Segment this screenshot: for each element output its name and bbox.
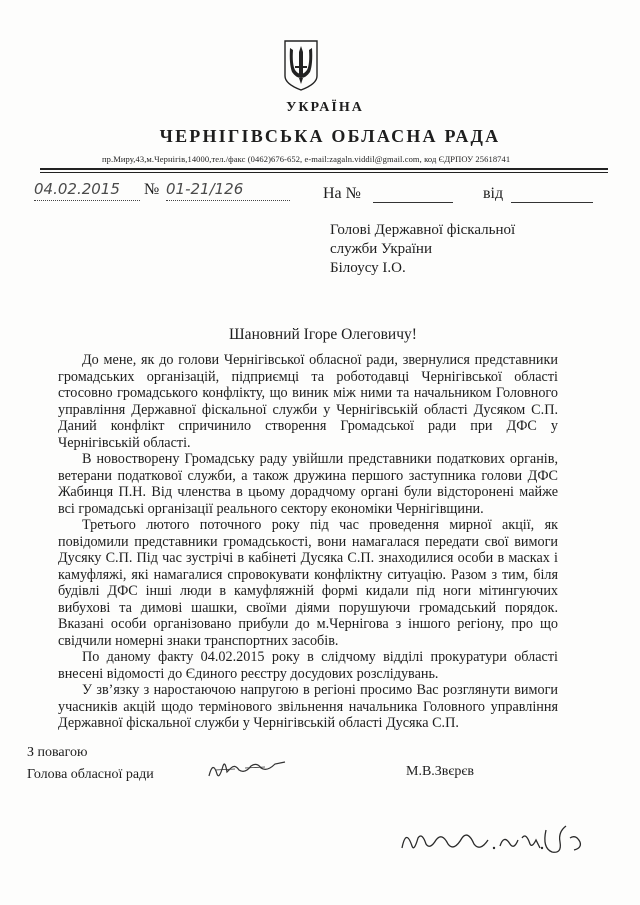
trident-emblem-icon <box>282 38 320 92</box>
handwritten-signature-icon <box>205 756 289 782</box>
signer-position: Голова обласної ради <box>27 767 154 782</box>
addressee-line: Білоусу І.О. <box>330 260 406 276</box>
addressee-block <box>330 221 515 278</box>
signer-name: М.В.Звєрєв <box>406 764 475 779</box>
header-divider-thin <box>40 172 608 173</box>
council-name: ЧЕРНІГІВСЬКА ОБЛАСНА РАДА <box>159 126 501 146</box>
country-name: УКРАЇНА <box>286 100 364 115</box>
outgoing-number: 01-21/126 <box>166 180 290 201</box>
incoming-number-label: На № <box>323 185 361 202</box>
body-paragraph: В новостворену Громадську раду увійшли представники податкових органів, ветерани податкової служби, а також дружина першого заступника голови ДФС Жабинця П.Н. Від членства в цьому дорадчому органі були відсторонені майже всі громадські організації реального сектору економіки Чернігівщини. <box>58 451 558 517</box>
closing-block <box>27 742 154 786</box>
header-divider <box>40 168 608 170</box>
letter-body <box>58 352 558 732</box>
outgoing-reference <box>28 180 308 204</box>
body-paragraph: По даному факту 04.02.2015 року в слідчому відділі прокуратури області внесені відомості до Єдиного реєстру досудових розслідувань. <box>58 649 558 682</box>
incoming-date-blank <box>511 202 593 203</box>
received-note-signature-icon <box>396 818 592 864</box>
closing-regards: З повагою <box>27 745 88 760</box>
incoming-reference <box>323 185 613 207</box>
outgoing-date: 04.02.2015 <box>34 180 140 201</box>
council-address: пр.Миру,43,м.Чернігів,14000,тел./факс (0462)676-652, e-mail:zagaln.viddil@gmail.com, код ЄДРПОУ 25618741 <box>102 154 511 164</box>
body-paragraph: До мене, як до голови Чернігівської обласної ради, звернулися представники громадських організацій, підприємці та роботодавці Чернігівської області стосовно громадського конфлікту, що виник між ними та начальником Головного управління Державної фіскальної служби у Чернігівській області Дусяком С.П. Даний конфлікт спричинило створення Громадської ради при ДФС у Чернігівській області. <box>58 352 558 451</box>
body-paragraph: У зв’язку з наростаючою напругою в регіоні просимо Вас розглянути вимоги учасників акцій щодо термінового звільнення начальника Головного управління Державної фіскальної служби у Чернігівській області Дусяка С.П. <box>58 682 558 731</box>
addressee-line: Голові Державної фіскальної <box>330 222 516 238</box>
addressee-line: служби України <box>330 241 432 257</box>
outgoing-number-label: № <box>144 181 160 198</box>
incoming-date-label: від <box>483 185 504 202</box>
salutation: Шановний Ігоре Олеговичу! <box>229 326 417 343</box>
incoming-number-blank <box>373 202 453 203</box>
body-paragraph: Третього лютого поточного року під час проведення мирної акції, як повідомили представники громадськості, вони намагалася передати свої вимоги Дусяку С.П. Під час зустрічі в кабінеті Дусяка С.П. знаходилися особи в масках і камуфляжі, які намагалися спровокувати конфліктну ситуацію. Разом з тим, біля будівлі ДФС інші люди в камуфляжній формі кидали під ноги мітингуючих вибухові та димові шашки, своїми діями порушуючи громадський порядок. Вказані особи організовано прибули до м.Чернігова з іншого регіону, про що свідчили номерні знаки транспортних засобів. <box>58 517 558 649</box>
